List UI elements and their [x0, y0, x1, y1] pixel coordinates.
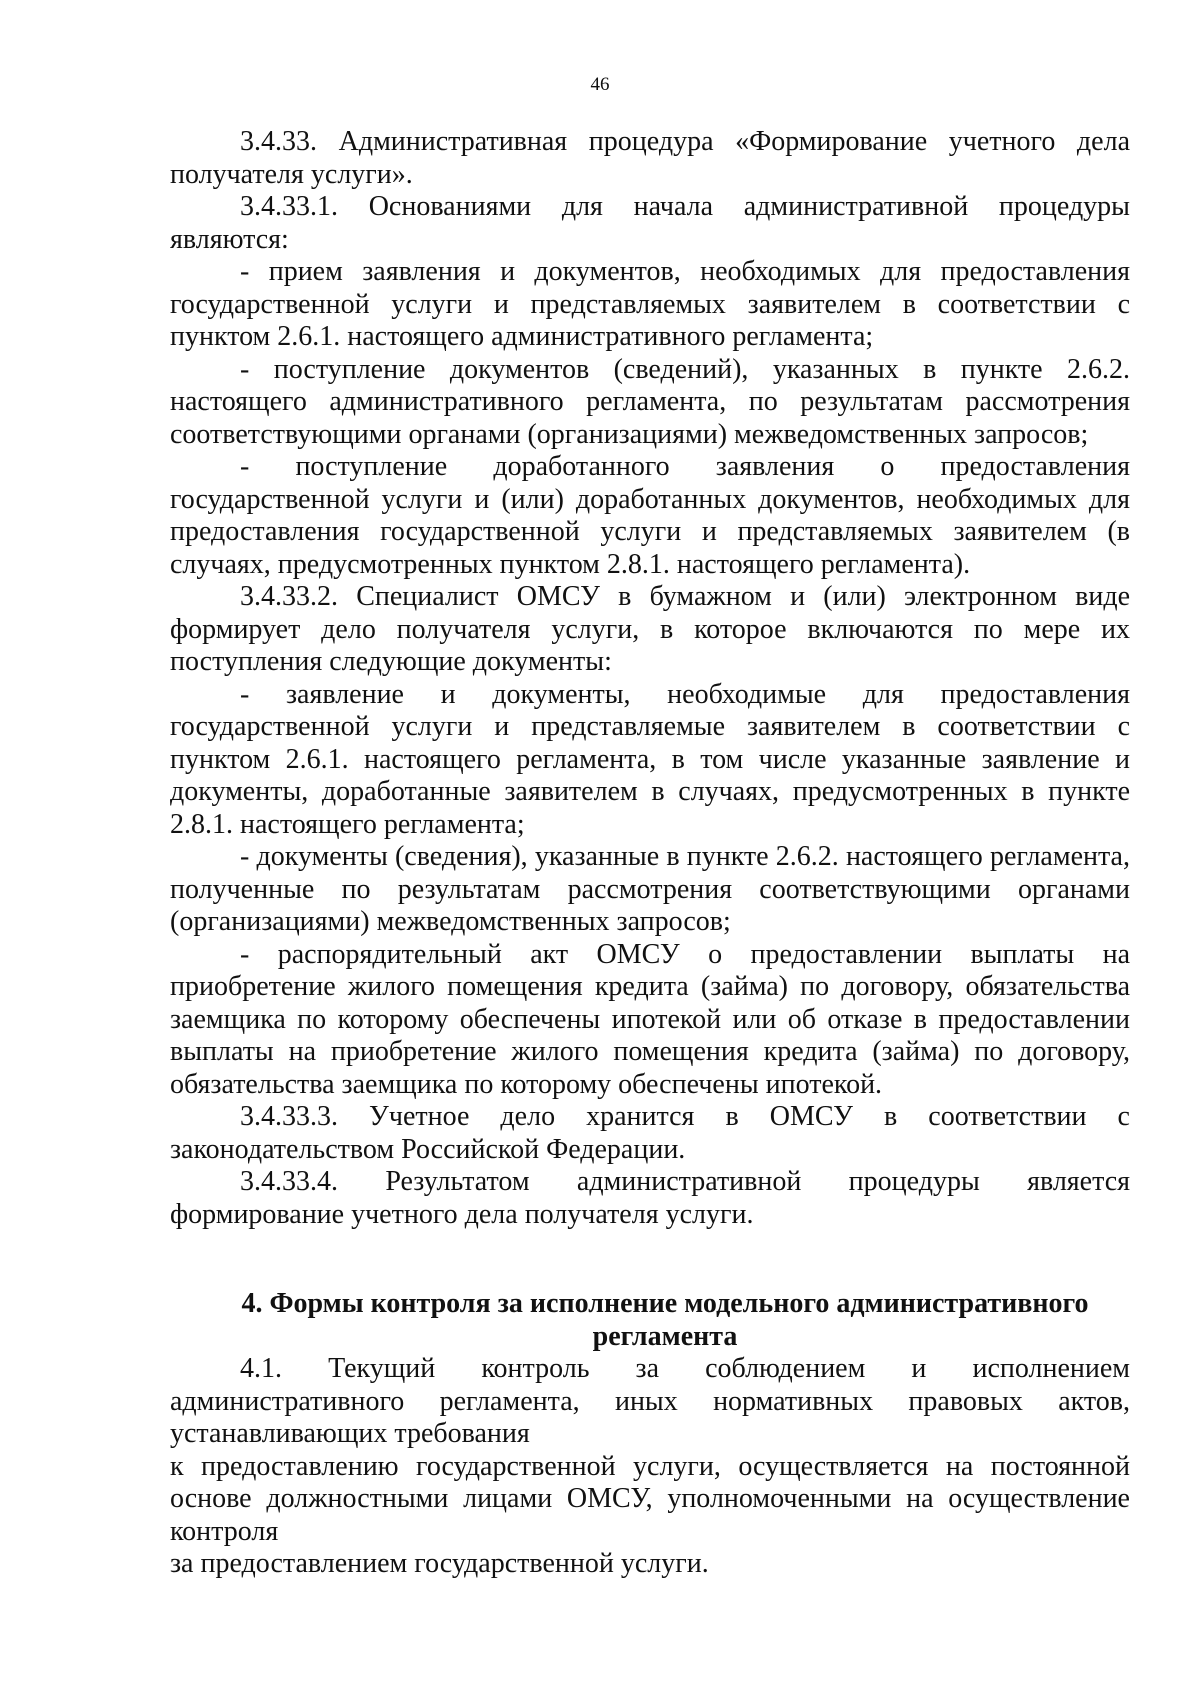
- paragraph-4-1-part-a: 4.1. Текущий контроль за соблюдением и исполнением административного регламента, иных нормативных правовых актов, устанавливающих требования: [170, 1353, 1130, 1449]
- list-item-documents-information: - документы (сведения), указанные в пункте 2.6.2. настоящего регламента, полученные по результатам рассмотрения соответствующими органами (организациями) межведомственных запросов;: [170, 841, 1130, 937]
- paragraph-3-4-33-2: 3.4.33.2. Специалист ОМСУ в бумажном и (или) электронном виде формирует дело получателя услуги, в которое включаются по мере их поступления следующие документы:: [170, 581, 1130, 677]
- paragraph-3-4-33-1: 3.4.33.1. Основаниями для начала административной процедуры являются:: [170, 191, 1130, 255]
- list-item-reception-of-application: - прием заявления и документов, необходимых для предоставления государственной услуги и представляемых заявителем в соответствии с пунктом 2.6.1. настоящего административного регламента;: [170, 256, 1130, 352]
- list-item-receipt-of-documents: - поступление документов (сведений), указанных в пункте 2.6.2. настоящего административного регламента, по результатам рассмотрения соответствующими органами (организациями) межведомственных запросов;: [170, 353, 1130, 450]
- section-4: [170, 1353, 1130, 1581]
- section-4-heading: 4. Формы контроля за исполнение модельного административного регламента: [241, 1288, 1089, 1352]
- paragraph-4-1-part-c: за предоставлением государственной услуги.: [170, 1548, 709, 1579]
- section-3-4-33: [170, 126, 1130, 1231]
- page-number: 46: [590, 74, 610, 95]
- paragraph-3-4-33-3: 3.4.33.3. Учетное дело хранится в ОМСУ в соответствии с законодательством Российской Федерации.: [170, 1101, 1130, 1165]
- paragraph-3-4-33-4: 3.4.33.4. Результатом административной процедуры является формирование учетного дела получателя услуги.: [170, 1166, 1130, 1230]
- paragraph-3-4-33-title: 3.4.33. Административная процедура «Формирование учетного дела получателя услуги».: [170, 126, 1130, 190]
- list-item-administrative-act: - распорядительный акт ОМСУ о предоставлении выплаты на приобретение жилого помещения кредита (займа) по договору, обязательства заемщика по которому обеспечены ипотекой или об отказе в предоставлении выплаты на приобретение жилого помещения кредита (займа) по договору, обязательства заемщика по которому обеспечены ипотекой.: [170, 938, 1130, 1100]
- paragraph-4-1-part-b: к предоставлению государственной услуги, осуществляется на постоянной основе должностными лицами ОМСУ, уполномоченными на осуществление контроля: [170, 1450, 1130, 1547]
- list-item-application-and-documents: - заявление и документы, необходимые для предоставления государственной услуги и представляемые заявителем в соответствии с пунктом 2.6.1. настоящего регламента, в том числе указанные заявление и документы, доработанные заявителем в случаях, предусмотренных в пункте 2.8.1. настоящего регламента;: [170, 678, 1130, 840]
- list-item-revised-application: - поступление доработанного заявления о предоставления государственной услуги и (или) доработанных документов, необходимых для предоставления государственной услуги и представляемых заявителем (в случаях, предусмотренных пунктом 2.8.1. настоящего регламента).: [170, 451, 1130, 580]
